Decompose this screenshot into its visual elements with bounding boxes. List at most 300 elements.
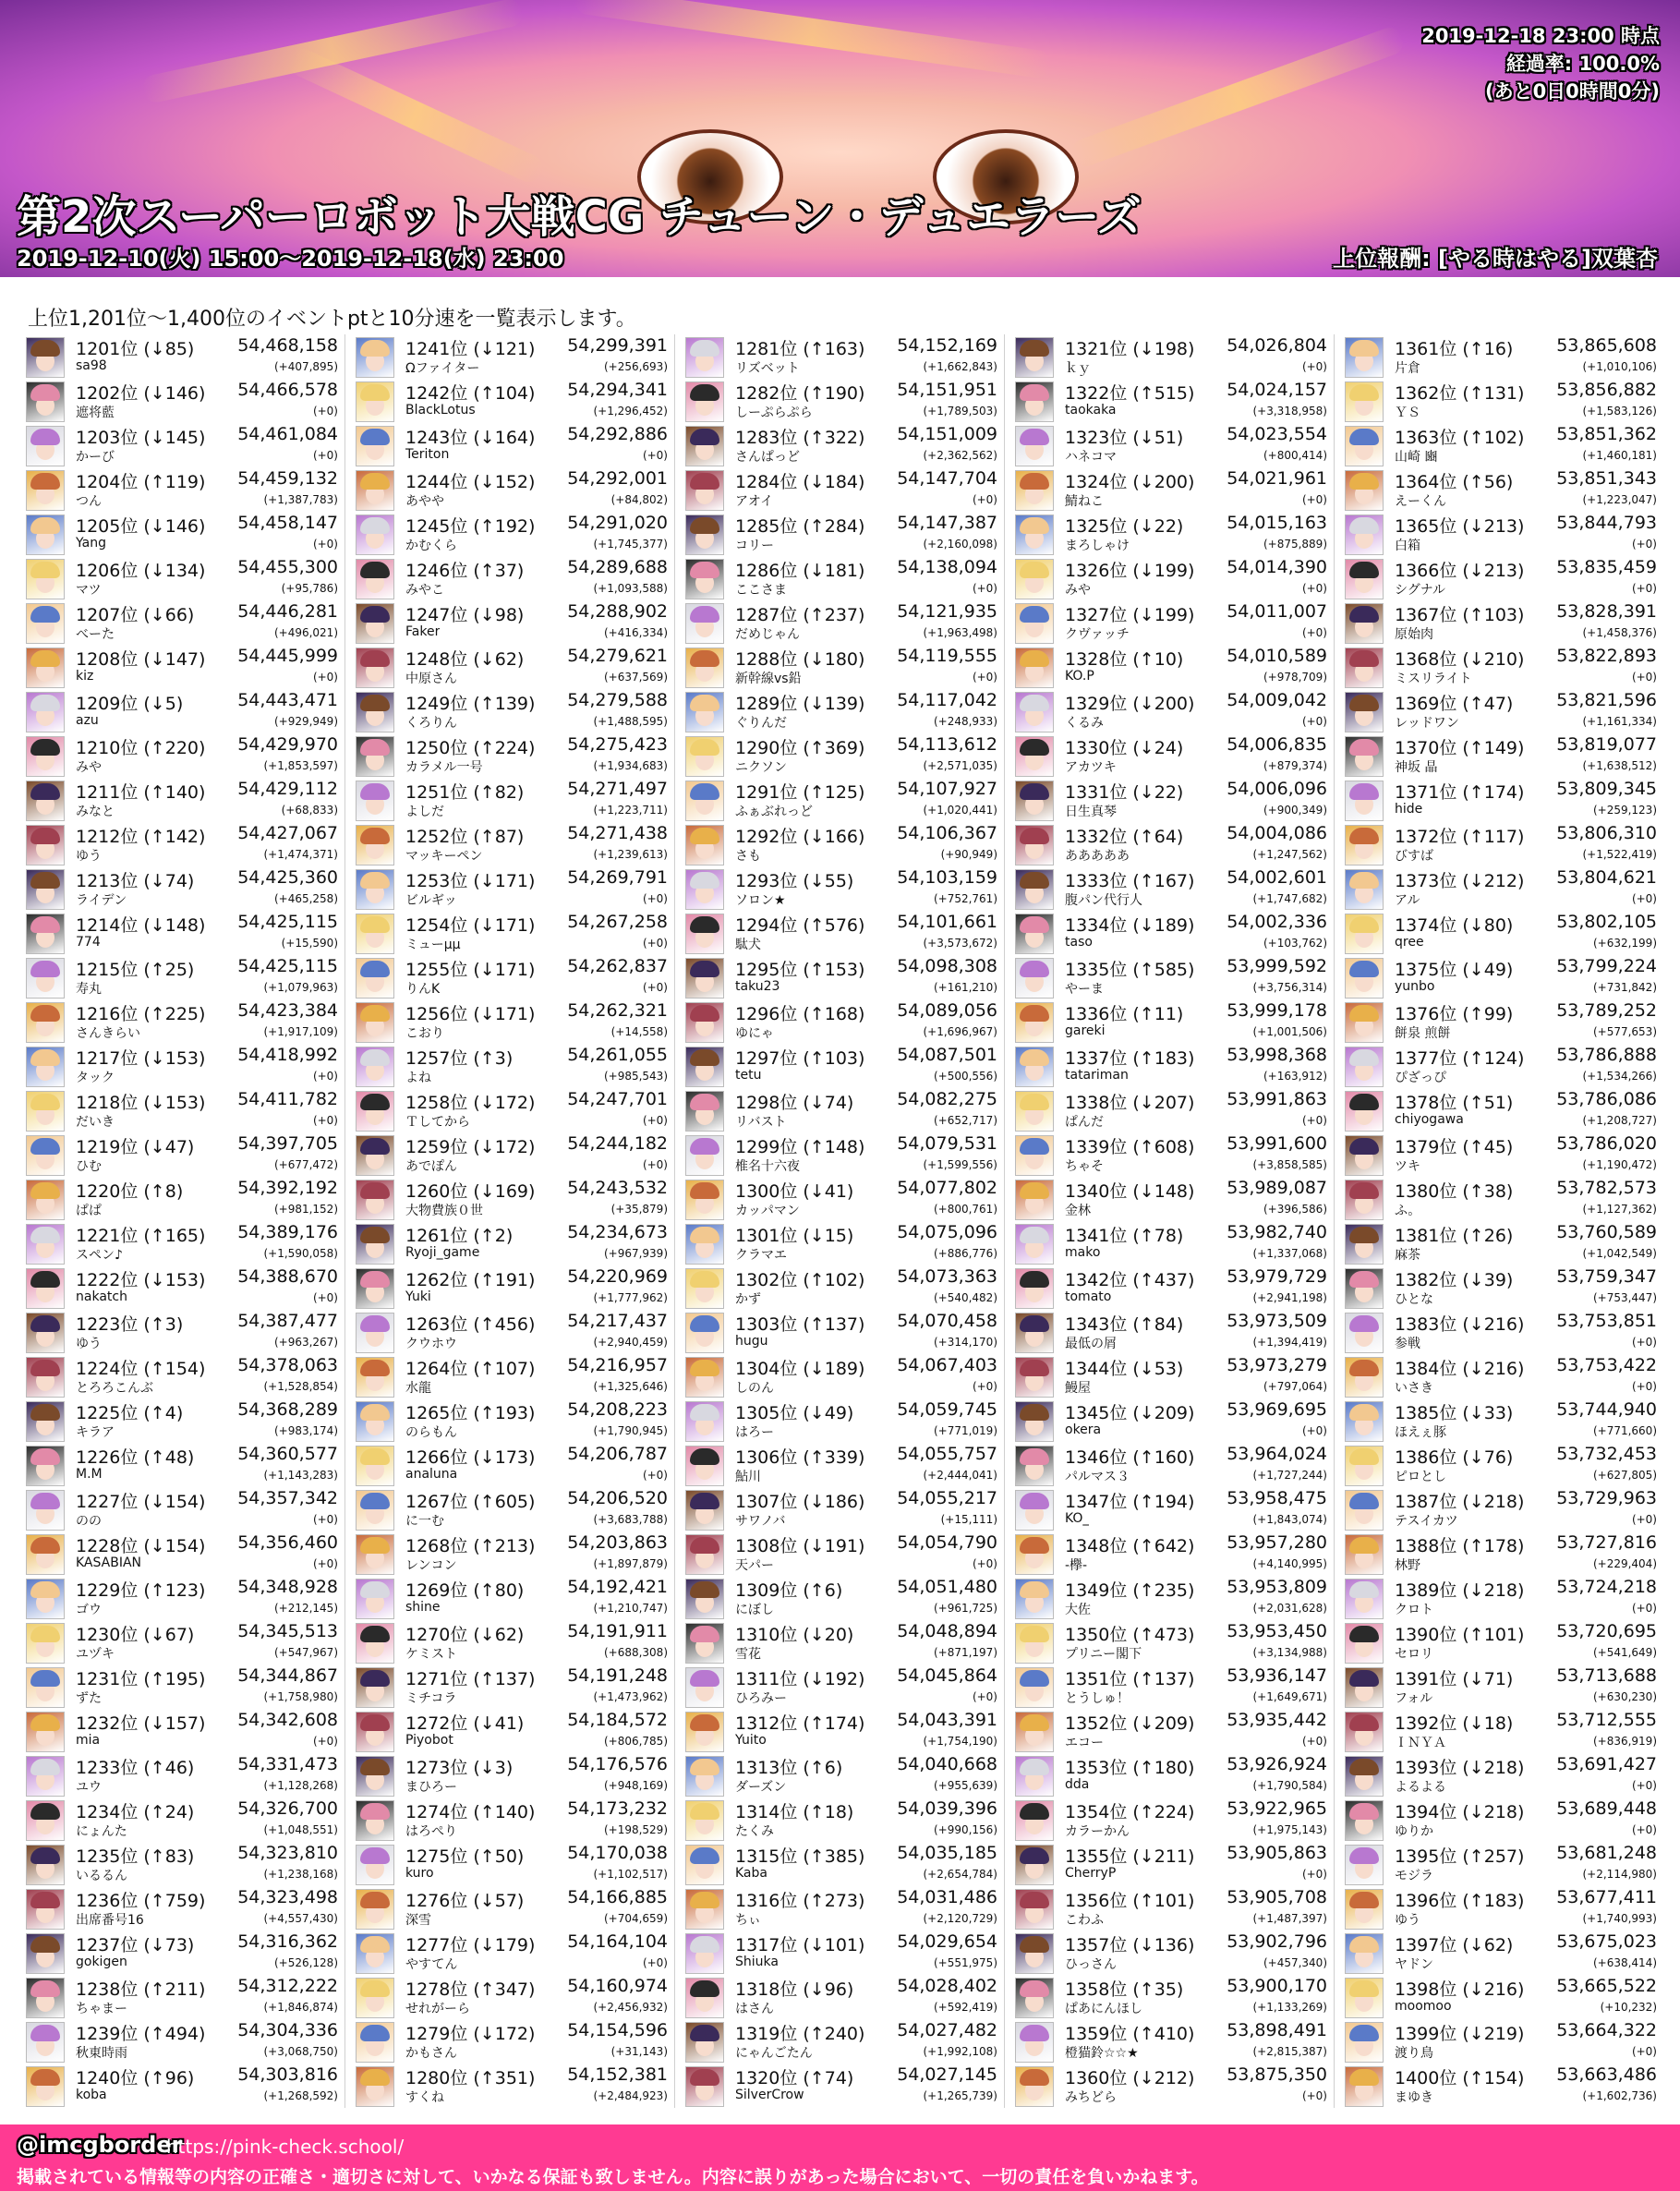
ranking-row: [682, 1443, 997, 1487]
player-name: ビルギッ: [405, 893, 457, 908]
ten-minute-speed: (+0): [1301, 2089, 1327, 2102]
idol-avatar: [26, 1889, 65, 1930]
event-points: 54,023,554: [1227, 424, 1327, 444]
player-name: こわふ: [1065, 1913, 1104, 1928]
ranking-row: [22, 556, 338, 600]
event-points: 54,087,501: [897, 1045, 997, 1065]
rank-text: 1262位 (↑191): [405, 1270, 536, 1290]
player-name: クウホウ: [405, 1337, 457, 1351]
event-points: 53,665,522: [1556, 1976, 1657, 1996]
idol-avatar: [1345, 1180, 1384, 1220]
ranking-row: [352, 1221, 668, 1265]
player-name: tomato: [1065, 1289, 1112, 1304]
ranking-row: [1341, 645, 1657, 689]
idol-avatar: [685, 1978, 724, 2018]
idol-avatar: [1015, 1800, 1054, 1841]
ranking-row: [352, 1443, 668, 1487]
event-points: 54,244,182: [567, 1133, 668, 1154]
rank-text: 1265位 (↑193): [405, 1403, 536, 1423]
idol-avatar: [1015, 381, 1054, 422]
player-name: mia: [76, 1733, 101, 1748]
player-name: さんぱっど: [735, 450, 800, 465]
ranking-row: [682, 1664, 997, 1709]
event-points: 54,082,275: [897, 1089, 997, 1109]
idol-avatar: [685, 1091, 724, 1132]
idol-avatar: [1015, 914, 1054, 954]
ranking-row: [1011, 1221, 1327, 1265]
ten-minute-speed: (+1,790,584): [1252, 1779, 1327, 1792]
event-points: 53,822,893: [1556, 646, 1657, 666]
event-points: 53,729,963: [1556, 1488, 1657, 1508]
event-points: 54,101,661: [897, 912, 997, 932]
player-name: qree: [1395, 935, 1424, 950]
player-name: さも: [735, 849, 761, 864]
ranking-row: [22, 822, 338, 866]
ten-minute-speed: (+592,419): [933, 2001, 997, 2014]
ranking-row: [352, 334, 668, 379]
idol-avatar: [1345, 1268, 1384, 1309]
event-points: 54,113,612: [897, 734, 997, 755]
event-points: 53,856,882: [1556, 380, 1657, 400]
rank-text: 1277位 (↓179): [405, 1935, 536, 1955]
rank-text: 1380位 (↑38): [1395, 1181, 1514, 1202]
event-points: 54,027,145: [897, 2064, 997, 2085]
player-name: BlackLotus: [405, 403, 476, 418]
ten-minute-speed: (+0): [312, 1114, 338, 1127]
ten-minute-speed: (+0): [642, 1158, 668, 1171]
idol-avatar: [685, 2022, 724, 2063]
event-points: 53,969,695: [1227, 1399, 1327, 1420]
rank-text: 1213位 (↓74): [76, 871, 195, 891]
rank-text: 1322位 (↑515): [1065, 383, 1195, 404]
ten-minute-speed: (+1,522,419): [1582, 848, 1657, 861]
idol-avatar: [1345, 2022, 1384, 2063]
rank-text: 1298位 (↓74): [735, 1093, 854, 1113]
idol-avatar: [356, 914, 394, 954]
player-name: 餅泉 煎餅: [1395, 1026, 1451, 1041]
ranking-row: [22, 1975, 338, 2019]
event-points: 53,991,863: [1227, 1089, 1327, 1109]
player-name: しーぷらぷら: [735, 406, 813, 420]
ranking-row: [1011, 822, 1327, 866]
ten-minute-speed: (+2,941,198): [1252, 1291, 1327, 1304]
ranking-row: [1011, 1664, 1327, 1709]
ranking-row: [352, 1709, 668, 1753]
ten-minute-speed: (+1,268,592): [263, 2089, 338, 2102]
event-points: 54,151,009: [897, 424, 997, 444]
rank-text: 1321位 (↓198): [1065, 339, 1195, 359]
ranking-row: [1011, 645, 1327, 689]
ranking-row: [1341, 1753, 1657, 1798]
progress-text: 経過率: 100.0%: [1505, 53, 1660, 75]
ranking-row: [22, 1044, 338, 1088]
rank-text: 1327位 (↓199): [1065, 605, 1195, 625]
idol-avatar: [685, 1135, 724, 1176]
idol-avatar: [1015, 1756, 1054, 1797]
ten-minute-speed: (+1,638,512): [1582, 759, 1657, 772]
player-name: kiz: [76, 669, 94, 684]
ranking-row: [352, 1531, 668, 1576]
rank-text: 1295位 (↑153): [735, 960, 865, 980]
player-name: アル: [1395, 893, 1420, 908]
rank-text: 1310位 (↓20): [735, 1625, 854, 1645]
event-points: 53,999,178: [1227, 1000, 1327, 1021]
idol-avatar: [1345, 1091, 1384, 1132]
ten-minute-speed: (+3,318,958): [1252, 405, 1327, 418]
ranking-row: [1341, 334, 1657, 379]
ranking-row: [1011, 423, 1327, 467]
idol-avatar: [26, 1047, 65, 1087]
idol-avatar: [26, 2066, 65, 2107]
rank-text: 1375位 (↓49): [1395, 960, 1514, 980]
event-points: 53,989,087: [1227, 1178, 1327, 1198]
ten-minute-speed: (+879,374): [1263, 759, 1327, 772]
rank-text: 1352位 (↓209): [1065, 1713, 1195, 1734]
ranking-row: [1341, 1132, 1657, 1177]
ten-minute-speed: (+1,239,613): [593, 848, 668, 861]
ten-minute-speed: (+1,143,283): [263, 1469, 338, 1482]
ranking-row: [682, 1132, 997, 1177]
rank-text: 1282位 (↑190): [735, 383, 865, 404]
ten-minute-speed: (+577,653): [1592, 1025, 1657, 1038]
event-points: 54,206,787: [567, 1444, 668, 1464]
event-points: 53,732,453: [1556, 1444, 1657, 1464]
player-name: 原始肉: [1395, 627, 1433, 642]
ranking-row: [1341, 1221, 1657, 1265]
event-points: 54,234,673: [567, 1222, 668, 1242]
idol-avatar: [26, 914, 65, 954]
ten-minute-speed: (+0): [1301, 1424, 1327, 1437]
player-name: やすてん: [405, 1957, 458, 1972]
player-name: ライデン: [76, 893, 127, 908]
idol-avatar: [1015, 426, 1054, 466]
player-name: 雪花: [735, 1647, 761, 1662]
rank-text: 1348位 (↑642): [1065, 1536, 1195, 1556]
event-points: 54,002,336: [1227, 912, 1327, 932]
rank-text: 1217位 (↓153): [76, 1048, 206, 1069]
event-points: 54,138,094: [897, 557, 997, 577]
ranking-row: [1341, 733, 1657, 778]
idol-avatar: [356, 1800, 394, 1841]
event-points: 54,015,163: [1227, 513, 1327, 533]
event-points: 53,821,596: [1556, 690, 1657, 710]
event-points: 53,958,475: [1227, 1488, 1327, 1508]
rank-text: 1211位 (↑140): [76, 782, 206, 803]
player-name: のの: [76, 1514, 102, 1529]
event-points: 54,021,961: [1227, 468, 1327, 489]
rank-text: 1362位 (↑131): [1395, 383, 1525, 404]
event-points: 54,059,745: [897, 1399, 997, 1420]
player-name: 大物費族０世: [405, 1204, 483, 1218]
ranking-row: [682, 467, 997, 512]
ranking-row: [1341, 911, 1657, 955]
event-points: 54,397,705: [237, 1133, 338, 1154]
ranking-row: [682, 955, 997, 999]
event-points: 54,054,790: [897, 1532, 997, 1553]
player-name: りんK: [405, 982, 441, 997]
rank-text: 1390位 (↑101): [1395, 1625, 1525, 1645]
player-name: しのん: [735, 1381, 774, 1396]
player-name: あでぽん: [405, 1159, 457, 1174]
idol-avatar: [356, 1357, 394, 1398]
event-points: 54,010,589: [1227, 646, 1327, 666]
ten-minute-speed: (+1,789,503): [923, 405, 997, 418]
idol-avatar: [356, 781, 394, 821]
event-points: 53,802,105: [1556, 912, 1657, 932]
event-points: 54,388,670: [237, 1266, 338, 1287]
ten-minute-speed: (+0): [312, 449, 338, 462]
event-points: 54,106,367: [897, 823, 997, 843]
rank-text: 1319位 (↑240): [735, 2024, 865, 2044]
rank-text: 1313位 (↑6): [735, 1758, 843, 1778]
ranking-row: [352, 1132, 668, 1177]
ranking-row: [1011, 1487, 1327, 1531]
rank-text: 1226位 (↑48): [76, 1447, 195, 1468]
player-name: まひろー: [405, 1780, 457, 1795]
ranking-row: [22, 1354, 338, 1398]
ten-minute-speed: (+1,758,980): [263, 1690, 338, 1703]
idol-avatar: [356, 426, 394, 466]
idol-avatar: [685, 692, 724, 732]
rank-text: 1279位 (↓172): [405, 2024, 536, 2044]
idol-avatar: [26, 426, 65, 466]
idol-avatar: [1015, 1845, 1054, 1885]
ranking-row: [1341, 999, 1657, 1044]
idol-avatar: [685, 1579, 724, 1619]
player-name: -欅-: [1065, 1558, 1088, 1573]
player-name: azu: [76, 713, 99, 728]
player-name: ふ。: [1395, 1204, 1421, 1218]
rank-text: 1286位 (↓181): [735, 561, 865, 581]
player-name: hugu: [735, 1334, 768, 1349]
ten-minute-speed: (+407,895): [273, 360, 338, 373]
rank-text: 1281位 (↑163): [735, 339, 865, 359]
idol-avatar: [26, 825, 65, 866]
rank-text: 1240位 (↑96): [76, 2068, 195, 2088]
event-points: 54,002,601: [1227, 867, 1327, 888]
event-points: 53,760,589: [1556, 1222, 1657, 1242]
event-points: 53,782,573: [1556, 1178, 1657, 1198]
site-link[interactable]: https://pink-check.school/: [166, 2136, 405, 2158]
rank-text: 1355位 (↓211): [1065, 1846, 1195, 1867]
rank-text: 1268位 (↑213): [405, 1536, 536, 1556]
ranking-row: [682, 2064, 997, 2108]
player-name: moomoo: [1395, 1999, 1452, 2014]
ten-minute-speed: (+0): [312, 405, 338, 418]
ranking-row: [352, 1975, 668, 2019]
player-name: みやこ: [405, 583, 444, 598]
ranking-row: [22, 999, 338, 1044]
event-points: 53,828,391: [1556, 601, 1657, 622]
ranking-row: [682, 1265, 997, 1310]
ten-minute-speed: (+1,846,874): [263, 2001, 338, 2014]
ranking-row: [352, 512, 668, 556]
idol-avatar: [1015, 559, 1054, 599]
rank-text: 1334位 (↓189): [1065, 915, 1195, 936]
ranking-row: [352, 955, 668, 999]
idol-avatar: [1015, 1135, 1054, 1176]
rank-text: 1373位 (↓212): [1395, 871, 1525, 891]
player-name: 774: [76, 935, 101, 950]
player-name: だめじゃん: [735, 627, 800, 642]
ranking-row: [22, 733, 338, 778]
player-name: ミチコラ: [405, 1691, 457, 1706]
idol-avatar: [685, 2066, 724, 2107]
player-name: 金林: [1065, 1204, 1091, 1218]
ranking-row: [682, 1354, 997, 1398]
event-points: 54,445,999: [237, 646, 338, 666]
ten-minute-speed: (+3,068,750): [263, 2045, 338, 2058]
event-points: 53,922,965: [1227, 1798, 1327, 1819]
ten-minute-speed: (+806,785): [603, 1735, 668, 1748]
event-points: 54,160,974: [567, 1976, 668, 1996]
ten-minute-speed: (+0): [1631, 2045, 1657, 2058]
player-name: 出席番号16: [76, 1913, 144, 1928]
rank-text: 1363位 (↑102): [1395, 428, 1525, 448]
ten-minute-speed: (+2,940,459): [593, 1336, 668, 1349]
idol-avatar: [685, 958, 724, 999]
ten-minute-speed: (+1,754,190): [923, 1735, 997, 1748]
event-points: 53,804,621: [1556, 867, 1657, 888]
ranking-row: [22, 1531, 338, 1576]
player-name: タック: [76, 1071, 115, 1085]
rank-text: 1238位 (↑211): [76, 1979, 206, 2000]
idol-avatar: [26, 1401, 65, 1442]
ranking-row: [682, 866, 997, 911]
idol-avatar: [1345, 1579, 1384, 1619]
event-points: 54,271,497: [567, 779, 668, 799]
ten-minute-speed: (+0): [1301, 1114, 1327, 1127]
twitter-handle[interactable]: @imcgborder: [17, 2132, 183, 2158]
rank-text: 1248位 (↓62): [405, 649, 525, 670]
ten-minute-speed: (+416,334): [603, 626, 668, 639]
footer: [0, 2124, 1680, 2191]
rank-text: 1337位 (↑183): [1065, 1048, 1195, 1069]
idol-avatar: [1345, 1978, 1384, 2018]
player-name: 深雪: [405, 1913, 431, 1928]
ranking-row: [352, 556, 668, 600]
player-name: ニクソン: [735, 760, 787, 775]
rank-text: 1392位 (↓18): [1395, 1713, 1514, 1734]
ten-minute-speed: (+14,558): [610, 1025, 668, 1038]
rank-text: 1242位 (↑104): [405, 383, 536, 404]
player-name: ゆう: [76, 849, 102, 864]
ranking-row: [1011, 379, 1327, 423]
ten-minute-speed: (+800,761): [933, 1203, 997, 1216]
ten-minute-speed: (+3,858,585): [1252, 1158, 1327, 1171]
ranking-row: [352, 1310, 668, 1354]
ranking-row: [1011, 1531, 1327, 1576]
event-points: 54,342,608: [237, 1710, 338, 1730]
ranking-column: [1341, 334, 1657, 2108]
ten-minute-speed: (+1,079,963): [263, 981, 338, 994]
rank-text: 1257位 (↑3): [405, 1048, 514, 1069]
rank-text: 1272位 (↓41): [405, 1713, 525, 1734]
idol-avatar: [356, 337, 394, 378]
player-name: hide: [1395, 802, 1423, 817]
ten-minute-speed: (+1,917,109): [263, 1025, 338, 1038]
event-points: 54,117,042: [897, 690, 997, 710]
ranking-row: [22, 911, 338, 955]
ten-minute-speed: (+1,534,266): [1582, 1070, 1657, 1083]
idol-avatar: [1015, 1712, 1054, 1752]
event-points: 54,429,970: [237, 734, 338, 755]
idol-avatar: [1345, 514, 1384, 555]
idol-avatar: [1345, 1446, 1384, 1486]
ranking-row: [22, 1221, 338, 1265]
rank-text: 1254位 (↓171): [405, 915, 536, 936]
ranking-row: [352, 467, 668, 512]
ten-minute-speed: (+1,223,711): [593, 804, 668, 817]
ranking-row: [1341, 955, 1657, 999]
event-points: 53,935,442: [1227, 1710, 1327, 1730]
event-points: 54,459,132: [237, 468, 338, 489]
event-points: 54,055,217: [897, 1488, 997, 1508]
rank-text: 1258位 (↓172): [405, 1093, 536, 1113]
event-points: 53,957,280: [1227, 1532, 1327, 1553]
rank-text: 1308位 (↓191): [735, 1536, 865, 1556]
ranking-row: [352, 379, 668, 423]
idol-avatar: [1345, 1933, 1384, 1974]
rank-text: 1229位 (↑123): [76, 1580, 206, 1601]
ranking-row: [1341, 1576, 1657, 1620]
column-divider: [674, 334, 675, 2108]
event-points: 54,455,300: [237, 557, 338, 577]
ten-minute-speed: (+1,740,993): [1582, 1912, 1657, 1925]
ten-minute-speed: (+967,939): [603, 1247, 668, 1260]
event-points: 54,288,902: [567, 601, 668, 622]
idol-avatar: [26, 781, 65, 821]
player-name: 秋東時雨: [76, 2046, 127, 2061]
ten-minute-speed: (+753,447): [1592, 1291, 1657, 1304]
rank-text: 1304位 (↓189): [735, 1359, 865, 1379]
ten-minute-speed: (+1,210,747): [593, 1602, 668, 1615]
rank-text: 1325位 (↓22): [1065, 516, 1184, 537]
rank-text: 1218位 (↓153): [76, 1093, 206, 1113]
ten-minute-speed: (+541,649): [1592, 1646, 1657, 1659]
ranking-row: [682, 1753, 997, 1798]
idol-avatar: [1015, 1933, 1054, 1974]
ranking-row: [1011, 1886, 1327, 1931]
rank-text: 1367位 (↑103): [1395, 605, 1525, 625]
idol-avatar: [26, 1224, 65, 1265]
player-name: に一む: [405, 1514, 444, 1529]
ten-minute-speed: (+0): [1631, 538, 1657, 551]
event-points: 53,753,851: [1556, 1311, 1657, 1331]
ten-minute-speed: (+500,556): [933, 1070, 997, 1083]
ten-minute-speed: (+1,325,646): [593, 1380, 668, 1393]
ranking-row: [1011, 512, 1327, 556]
rank-text: 1253位 (↓171): [405, 871, 536, 891]
rank-text: 1332位 (↑64): [1065, 827, 1184, 847]
ranking-column: [1011, 334, 1327, 2108]
idol-avatar: [1015, 514, 1054, 555]
ten-minute-speed: (+1,238,168): [263, 1868, 338, 1881]
rank-text: 1297位 (↑103): [735, 1048, 865, 1069]
ten-minute-speed: (+1,975,143): [1252, 1823, 1327, 1836]
event-points: 54,304,336: [237, 2020, 338, 2040]
event-points: 54,348,928: [237, 1577, 338, 1597]
idol-avatar: [26, 1313, 65, 1353]
idol-avatar: [1345, 559, 1384, 599]
ten-minute-speed: (+981,152): [273, 1203, 338, 1216]
event-points: 54,147,704: [897, 468, 997, 489]
ten-minute-speed: (+630,230): [1592, 1690, 1657, 1703]
event-points: 54,029,654: [897, 1931, 997, 1952]
rank-text: 1336位 (↑11): [1065, 1004, 1184, 1024]
ten-minute-speed: (+4,140,995): [1252, 1557, 1327, 1570]
event-points: 54,299,391: [567, 335, 668, 356]
